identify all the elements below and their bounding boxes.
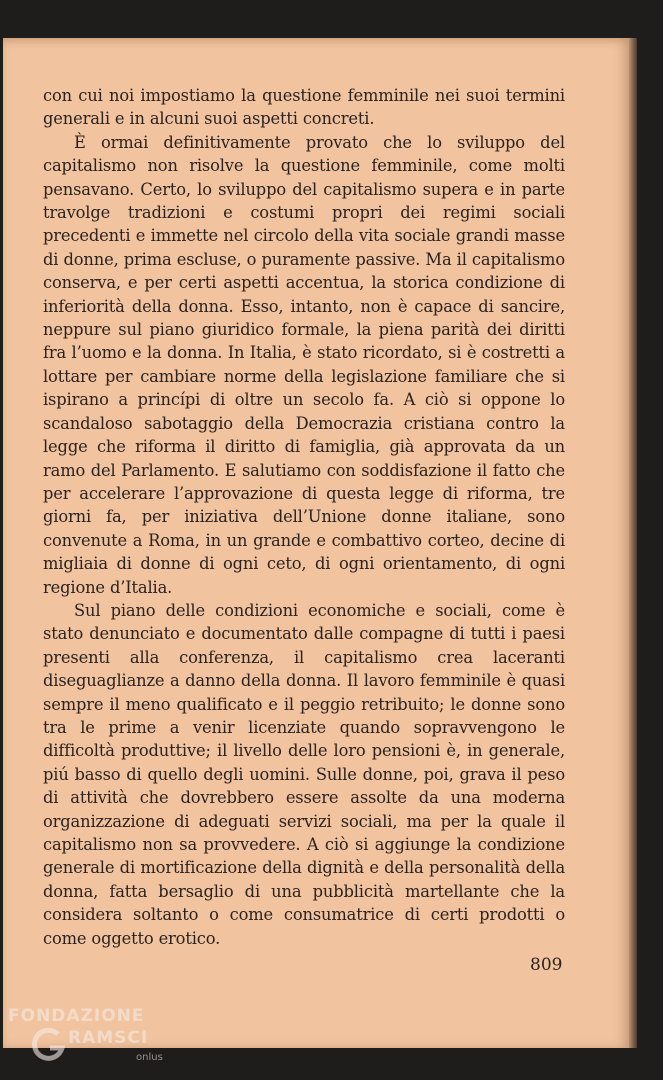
page-number: 809 (530, 955, 563, 975)
page-edge (629, 38, 637, 1048)
paragraph-economic-conditions: Sul piano delle condizioni economiche e sociali, come è stato denunciato e documentato dalle compagne di tutti i paesi presenti alla conferenza, il capitalismo crea laceranti diseguaglianze a danno della donna. Il lavoro femminile è quasi sempre il meno qualificato e il peggio retribuito; le donne sono tra le prime a venir licenziate quando sopravvengono le difficoltà produttive; il livello delle loro pensioni è, in generale, piú basso di quello degli uomini. Sulle donne, poi, grava il peso di attività che dovrebbero essere assolte da una moderna organizzazione di adeguati servizi sociali, ma per la quale il capitalismo non sa provvedere. A ciò si aggiunge la condizione generale di mortificazione della dignità e della personalità della donna, fatta bersaglio di una pubblicità martellante che la considera soltanto o come consumatrice di certi prodotti o come oggetto erotico. (43, 600, 565, 948)
gramsci-g-icon (28, 1024, 68, 1064)
watermark-logo (8, 1006, 168, 1078)
paragraph-continuation: con cui noi impostiamo la questione femminile nei suoi termini generali e in alcuni suoi aspetti concreti. (43, 86, 565, 129)
page-text (43, 84, 565, 950)
watermark-line2: RAMSCI (68, 1028, 149, 1048)
watermark-line1: FONDAZIONE (8, 1006, 145, 1026)
watermark-line3: onlus (136, 1052, 163, 1063)
paragraph-capitalism: È ormai definitivamente provato che lo sviluppo del capitalismo non risolve la questione femminile, come molti pensavano. Certo, lo sviluppo del capitalismo supera e in parte travolge tradizioni e costumi propri dei regimi sociali precedenti e immette nel circolo della vita sociale grandi masse di donne, prima escluse, o puramente passive. Ma il capitalismo conserva, e per certi aspetti accentua, la storica condizione di inferiorità della donna. Esso, intanto, non è capace di sancire, neppure sul piano giuridico formale, la piena parità dei diritti fra l’uomo e la donna. In Italia, è stato ricordato, si è costretti a lottare per cambiare norme della legislazione familiare che si ispirano a princípi di oltre un secolo fa. A ciò si oppone lo scandaloso sabotaggio della Democrazia cristiana contro la legge che riforma il diritto di famiglia, già approvata da un ramo del Parlamento. E salutiamo con soddisfazione il fatto che per accelerare l’approvazione di questa legge di riforma, tre giorni fa, per iniziativa dell’Unione donne italiane, sono convenute a Roma, in un grande e combattivo corteo, decine di migliaia di donne di ogni ceto, di ogni orientamento, di ogni regione d’Italia. (43, 132, 565, 597)
